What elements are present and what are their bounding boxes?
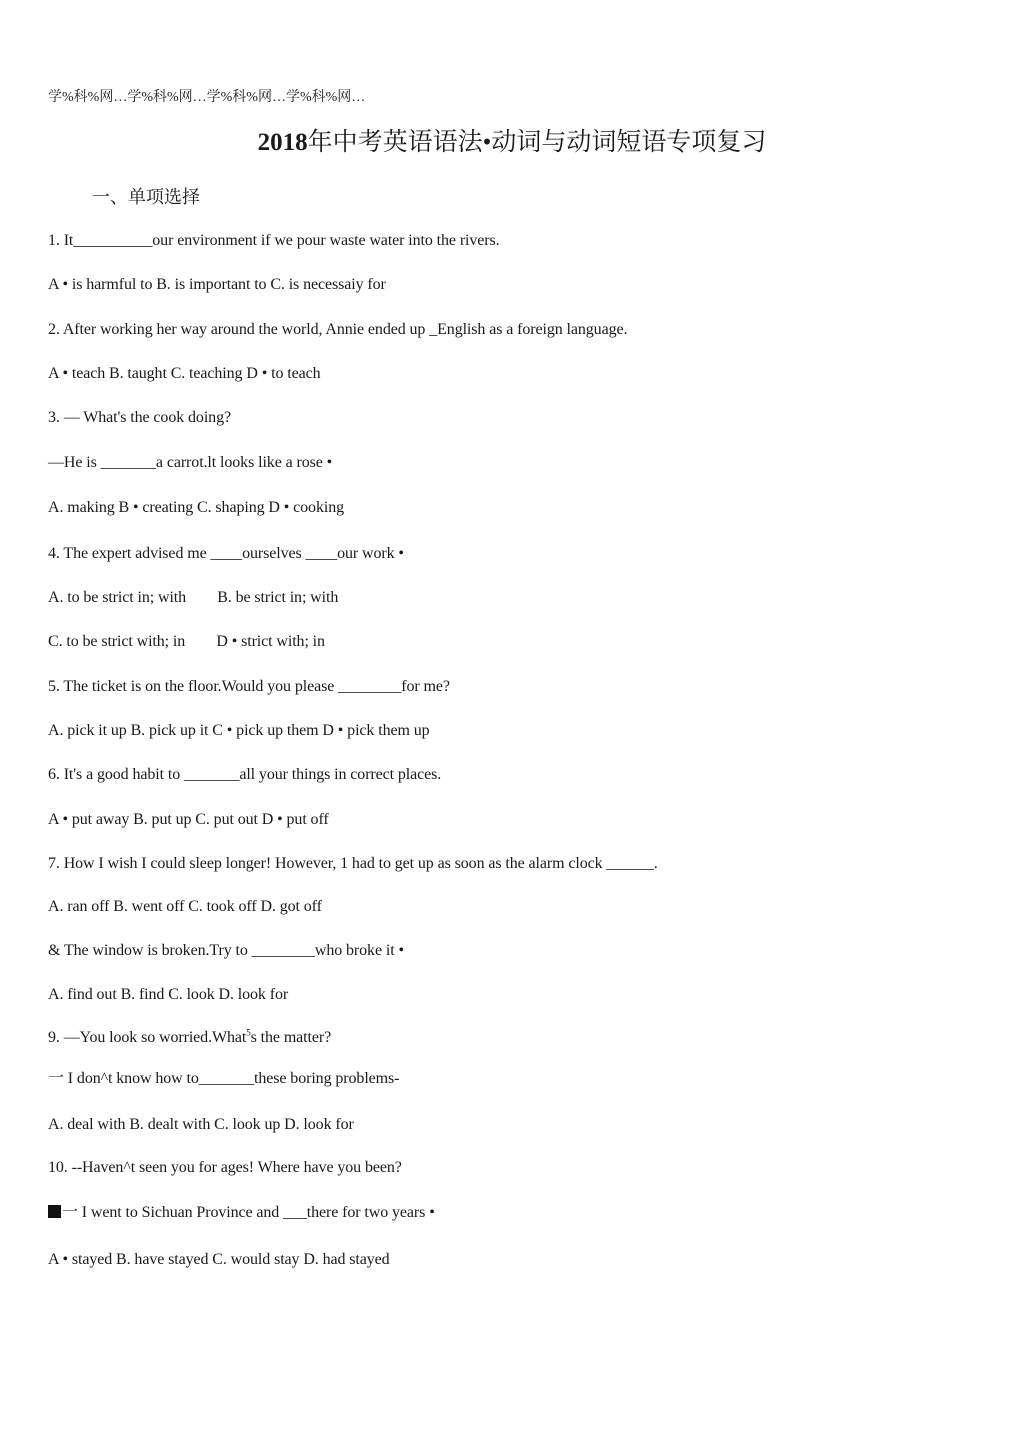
- question-3-options: A. making B • creating C. shaping D • cooking: [48, 499, 344, 516]
- question-9: [48, 1028, 331, 1048]
- question-4-options-cd: C. to be strict with; in D • strict with; in: [48, 633, 325, 650]
- question-9-text-start: 9. —You look so worried.What: [48, 1029, 247, 1046]
- question-5-options: A. pick it up B. pick up it C • pick up them D • pick them up: [48, 722, 430, 739]
- question-4: 4. The expert advised me ____ourselves ____our work •: [48, 545, 404, 562]
- question-10-options: A • stayed B. have stayed C. would stay D. had stayed: [48, 1251, 390, 1268]
- title-text: 年中考英语语法•动词与动词短语专项复习: [307, 129, 767, 156]
- question-1-options: A • is harmful to B. is important to C. is necessaiy for: [48, 276, 386, 293]
- question-9-text-end: s the matter?: [250, 1029, 332, 1046]
- question-10: 10. --Haven^t seen you for ages! Where have you been?: [48, 1159, 402, 1176]
- question-7-options: A. ran off B. went off C. took off D. got off: [48, 898, 322, 915]
- question-9-reply: 一 I don^t know how to_______these boring problems-: [48, 1070, 400, 1087]
- question-10-reply-line: [48, 1203, 435, 1223]
- question-3-reply: —He is _______a carrot.lt looks like a rose •: [48, 454, 333, 471]
- question-9-superscript: 5: [246, 1027, 251, 1038]
- question-6-options: A • put away B. put up C. put out D • put off: [48, 811, 329, 828]
- watermark-text: 学%科%网…学%科%网…学%科%网…学%科%网…: [48, 90, 366, 105]
- question-2-options: A • teach B. taught C. teaching D • to teach: [48, 365, 321, 382]
- question-3: 3. — What's the cook doing?: [48, 409, 231, 426]
- question-7: 7. How I wish I could sleep longer! However, 1 had to get up as soon as the alarm clock ______.: [48, 855, 658, 872]
- title-year: 2018: [257, 129, 308, 156]
- question-6: 6. It's a good habit to _______all your things in correct places.: [48, 766, 442, 783]
- page-title: [0, 126, 1024, 160]
- question-1: 1. It__________our environment if we pour waste water into the rivers.: [48, 232, 500, 249]
- black-square-icon: [48, 1205, 61, 1218]
- section-heading: 一、单项选择: [92, 187, 200, 207]
- question-10-reply: 一 I went to Sichuan Province and ___there for two years •: [62, 1204, 435, 1221]
- question-2: 2. After working her way around the world, Annie ended up _English as a foreign language.: [48, 321, 628, 338]
- question-5: 5. The ticket is on the floor.Would you please ________for me?: [48, 678, 450, 695]
- question-4-options-ab: A. to be strict in; with B. be strict in; with: [48, 589, 339, 606]
- question-8-options: A. find out B. find C. look D. look for: [48, 986, 289, 1003]
- question-8: & The window is broken.Try to ________who broke it •: [48, 942, 404, 959]
- question-9-options: A. deal with B. dealt with C. look up D. look for: [48, 1116, 354, 1133]
